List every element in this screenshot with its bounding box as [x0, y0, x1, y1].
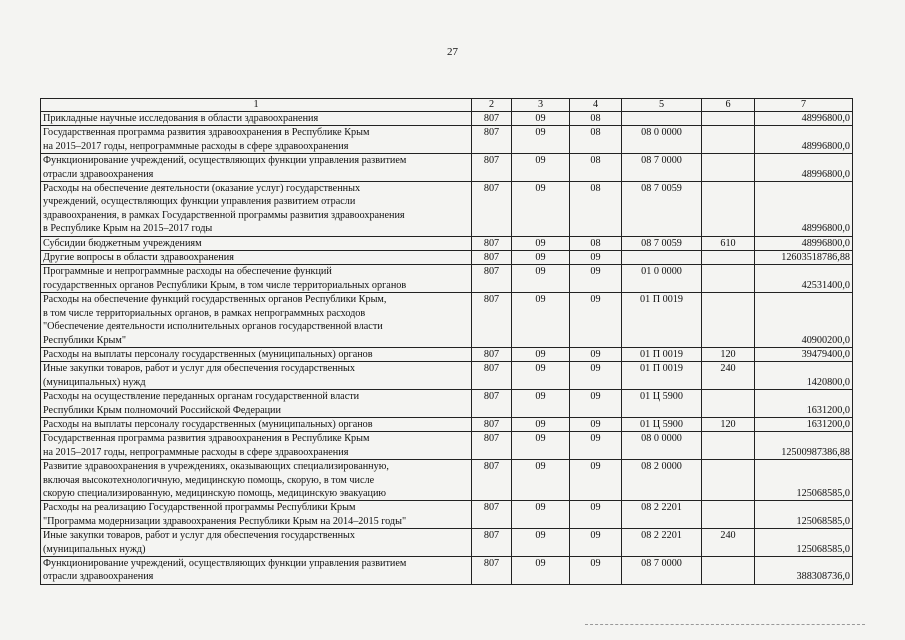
amount-cell: 48996800,0 [755, 236, 853, 250]
amount-cell: 40900200,0 [755, 293, 853, 348]
target-article-cell [622, 112, 702, 126]
amount-cell: 125068585,0 [755, 501, 853, 529]
target-article-cell: 01 Ц 5900 [622, 417, 702, 431]
section-code-cell: 09 [512, 362, 570, 390]
subsection-code-cell: 09 [570, 529, 622, 557]
row-name-cell: Развитие здравоохранения в учреждениях, оказывающих специализированную, включая высокотехнологичную, медицинскую помощь, скорую, в том числе скорую специализированную, медицинскую помощь, медицинскую эвакуацию [41, 460, 472, 501]
row-name-cell: Государственная программа развития здравоохранения в Республике Крым на 2015–2017 годы, непрограммные расходы в сфере здравоохранения [41, 432, 472, 460]
amount-cell: 39479400,0 [755, 347, 853, 361]
table-header-row [41, 99, 853, 112]
amount-cell: 42531400,0 [755, 265, 853, 293]
row-name-cell: Иные закупки товаров, работ и услуг для обеспечения государственных (муниципальных нужд) [41, 529, 472, 557]
expense-type-cell [702, 126, 755, 154]
row-name-cell: Расходы на выплаты персоналу государственных (муниципальных) органов [41, 347, 472, 361]
admin-code-cell: 807 [472, 293, 512, 348]
section-code-cell: 09 [512, 251, 570, 265]
table-row [41, 236, 853, 250]
header-cell: 6 [702, 99, 755, 112]
target-article-cell: 01 Ц 5900 [622, 390, 702, 418]
admin-code-cell: 807 [472, 362, 512, 390]
subsection-code-cell: 09 [570, 460, 622, 501]
section-code-cell: 09 [512, 154, 570, 182]
section-code-cell: 09 [512, 529, 570, 557]
expense-type-cell: 240 [702, 362, 755, 390]
table-row [41, 501, 853, 529]
table-row [41, 417, 853, 431]
subsection-code-cell: 09 [570, 501, 622, 529]
section-code-cell: 09 [512, 432, 570, 460]
subsection-code-cell: 09 [570, 265, 622, 293]
expense-type-cell [702, 293, 755, 348]
amount-cell: 1420800,0 [755, 362, 853, 390]
section-code-cell: 09 [512, 557, 570, 585]
section-code-cell: 09 [512, 347, 570, 361]
target-article-cell: 01 П 0019 [622, 347, 702, 361]
header-cell: 5 [622, 99, 702, 112]
amount-cell: 125068585,0 [755, 529, 853, 557]
admin-code-cell: 807 [472, 501, 512, 529]
section-code-cell: 09 [512, 236, 570, 250]
table-row [41, 557, 853, 585]
row-name-cell: Иные закупки товаров, работ и услуг для обеспечения государственных (муниципальных) нужд [41, 362, 472, 390]
section-code-cell: 09 [512, 390, 570, 418]
section-code-cell: 09 [512, 265, 570, 293]
section-code-cell: 09 [512, 182, 570, 237]
expense-type-cell: 240 [702, 529, 755, 557]
subsection-code-cell: 08 [570, 236, 622, 250]
target-article-cell [622, 251, 702, 265]
amount-cell: 1631200,0 [755, 417, 853, 431]
admin-code-cell: 807 [472, 112, 512, 126]
expense-type-cell [702, 557, 755, 585]
table-row [41, 182, 853, 237]
subsection-code-cell: 09 [570, 362, 622, 390]
target-article-cell: 08 2 2201 [622, 529, 702, 557]
admin-code-cell: 807 [472, 460, 512, 501]
row-name-cell: Другие вопросы в области здравоохранения [41, 251, 472, 265]
admin-code-cell: 807 [472, 154, 512, 182]
expense-type-cell [702, 432, 755, 460]
expense-type-cell [702, 251, 755, 265]
target-article-cell: 08 2 2201 [622, 501, 702, 529]
subsection-code-cell: 09 [570, 251, 622, 265]
table-row [41, 265, 853, 293]
section-code-cell: 09 [512, 460, 570, 501]
table-row [41, 529, 853, 557]
target-article-cell: 08 7 0059 [622, 182, 702, 237]
admin-code-cell: 807 [472, 265, 512, 293]
admin-code-cell: 807 [472, 251, 512, 265]
section-code-cell: 09 [512, 501, 570, 529]
subsection-code-cell: 08 [570, 112, 622, 126]
admin-code-cell: 807 [472, 432, 512, 460]
row-name-cell: Расходы на осуществление переданных органам государственной власти Республики Крым полномочий Российской Федерации [41, 390, 472, 418]
amount-cell: 125068585,0 [755, 460, 853, 501]
row-name-cell: Прикладные научные исследования в области здравоохранения [41, 112, 472, 126]
scan-artifact-line [585, 624, 865, 626]
table-row [41, 432, 853, 460]
row-name-cell: Государственная программа развития здравоохранения в Республике Крым на 2015–2017 годы, непрограммные расходы в сфере здравоохранения [41, 126, 472, 154]
page-number: 27 [447, 46, 458, 58]
amount-cell: 12603518786,88 [755, 251, 853, 265]
admin-code-cell: 807 [472, 126, 512, 154]
amount-cell: 48996800,0 [755, 126, 853, 154]
subsection-code-cell: 08 [570, 182, 622, 237]
header-cell: 2 [472, 99, 512, 112]
section-code-cell: 09 [512, 417, 570, 431]
subsection-code-cell: 09 [570, 557, 622, 585]
table-row [41, 251, 853, 265]
expense-type-cell [702, 265, 755, 293]
table-row [41, 362, 853, 390]
subsection-code-cell: 08 [570, 126, 622, 154]
table-row [41, 112, 853, 126]
table-row [41, 126, 853, 154]
budget-table [40, 98, 853, 585]
expense-type-cell: 120 [702, 347, 755, 361]
row-name-cell: Расходы на реализацию Государственной программы Республики Крым "Программа модернизации здравоохранения Республики Крым на 2014–2015 годы" [41, 501, 472, 529]
header-cell: 1 [41, 99, 472, 112]
admin-code-cell: 807 [472, 347, 512, 361]
target-article-cell: 08 7 0000 [622, 557, 702, 585]
subsection-code-cell: 09 [570, 293, 622, 348]
table-row [41, 347, 853, 361]
section-code-cell: 09 [512, 293, 570, 348]
header-cell: 4 [570, 99, 622, 112]
row-name-cell: Расходы на выплаты персоналу государственных (муниципальных) органов [41, 417, 472, 431]
header-cell: 3 [512, 99, 570, 112]
target-article-cell: 08 0 0000 [622, 432, 702, 460]
table-row [41, 293, 853, 348]
amount-cell: 12500987386,88 [755, 432, 853, 460]
amount-cell: 48996800,0 [755, 112, 853, 126]
target-article-cell: 08 7 0059 [622, 236, 702, 250]
target-article-cell: 01 0 0000 [622, 265, 702, 293]
expense-type-cell: 120 [702, 417, 755, 431]
expense-type-cell [702, 154, 755, 182]
target-article-cell: 08 0 0000 [622, 126, 702, 154]
section-code-cell: 09 [512, 112, 570, 126]
admin-code-cell: 807 [472, 529, 512, 557]
row-name-cell: Расходы на обеспечение функций государственных органов Республики Крым, в том числе территориальных органов, в рамках непрограммных расходов "Обеспечение деятельности исполнительных органов государственной власти Республики Крым" [41, 293, 472, 348]
target-article-cell: 01 П 0019 [622, 293, 702, 348]
table-row [41, 460, 853, 501]
target-article-cell: 08 2 0000 [622, 460, 702, 501]
section-code-cell: 09 [512, 126, 570, 154]
row-name-cell: Функционирование учреждений, осуществляющих функции управления развитием отрасли здравоохранения [41, 557, 472, 585]
admin-code-cell: 807 [472, 417, 512, 431]
row-name-cell: Функционирование учреждений, осуществляющих функции управления развитием отрасли здравоохранения [41, 154, 472, 182]
expense-type-cell [702, 501, 755, 529]
admin-code-cell: 807 [472, 557, 512, 585]
subsection-code-cell: 08 [570, 154, 622, 182]
row-name-cell: Программные и непрограммные расходы на обеспечение функций государственных органов Республики Крым, в том числе территориальных органов [41, 265, 472, 293]
admin-code-cell: 807 [472, 236, 512, 250]
subsection-code-cell: 09 [570, 432, 622, 460]
subsection-code-cell: 09 [570, 347, 622, 361]
expense-type-cell [702, 112, 755, 126]
row-name-cell: Субсидии бюджетным учреждениям [41, 236, 472, 250]
target-article-cell: 01 П 0019 [622, 362, 702, 390]
amount-cell: 388308736,0 [755, 557, 853, 585]
expense-type-cell [702, 182, 755, 237]
expense-type-cell: 610 [702, 236, 755, 250]
amount-cell: 48996800,0 [755, 154, 853, 182]
table-row [41, 154, 853, 182]
target-article-cell: 08 7 0000 [622, 154, 702, 182]
expense-type-cell [702, 460, 755, 501]
header-cell: 7 [755, 99, 853, 112]
amount-cell: 1631200,0 [755, 390, 853, 418]
expense-type-cell [702, 390, 755, 418]
subsection-code-cell: 09 [570, 390, 622, 418]
admin-code-cell: 807 [472, 182, 512, 237]
row-name-cell: Расходы на обеспечение деятельности (оказание услуг) государственных учреждений, осуществляющих функции управления развитием отрасли здравоохранения, в рамках Государственной программы развития здравоохранения в Республике Крым на 2015–2017 годы [41, 182, 472, 237]
table-row [41, 390, 853, 418]
subsection-code-cell: 09 [570, 417, 622, 431]
amount-cell: 48996800,0 [755, 182, 853, 237]
admin-code-cell: 807 [472, 390, 512, 418]
